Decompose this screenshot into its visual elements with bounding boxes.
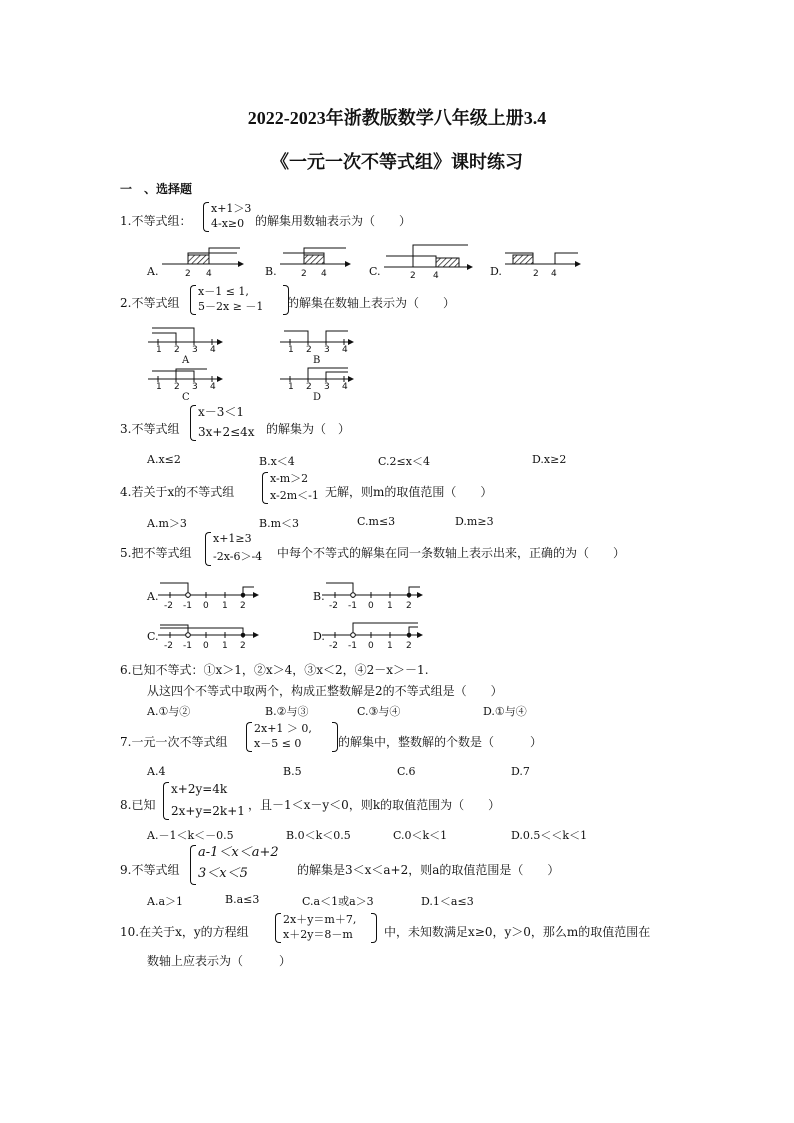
svg-text:0: 0 [368,641,374,648]
q5-option-a-label[interactable]: A. [147,590,159,603]
q5-numberlines [0,578,794,648]
q1b-tick-4: 4 [321,269,327,279]
q5-option-c-label[interactable]: C. [147,630,159,643]
q1-eq1: x+1＞3 [211,202,252,215]
q1c-tick-2: 2 [410,271,416,280]
q6-option-d[interactable]: D.①与④ [483,705,527,718]
q8-option-c[interactable]: C.0＜k＜1 [393,829,448,842]
svg-text:3: 3 [192,345,198,355]
q5-numberline-b [322,583,422,611]
svg-text:2: 2 [406,601,412,611]
q1a-tick-2: 2 [185,269,191,279]
q9-eq2: 3＜x＜5 [198,866,248,881]
q4-system [262,472,332,504]
q1-numberline-d [505,253,580,279]
q2-label-d: D [313,392,322,403]
svg-text:-2: -2 [329,601,338,611]
svg-text:3: 3 [324,345,330,355]
q1-prefix: 1.不等式组： [120,214,192,228]
q3-eq2: 3x+2≤4x [198,425,255,439]
q10-system [275,913,380,943]
q7-option-b[interactable]: B.5 [283,765,302,778]
q1-option-b-label[interactable]: B. [265,265,277,278]
q3-option-b[interactable]: B.x＜4 [259,455,295,468]
q3-option-a[interactable]: A.x≤2 [147,453,181,466]
q1-numberline-c [384,245,472,280]
q8-suffix: ，且－1＜x－y＜0，则k的取值范围为（ ） [248,798,501,812]
svg-text:1: 1 [387,641,393,648]
svg-text:1: 1 [387,601,393,611]
q4-option-b[interactable]: B.m＜3 [259,517,300,530]
q1-numberline-a [162,248,243,279]
page-title-line2: 《一元一次不等式组》课时练习 [271,152,523,172]
q4-option-d[interactable]: D.m≥3 [455,515,494,528]
q2-prefix: 2.不等式组 [120,296,180,310]
q3-system [190,405,270,441]
q1-option-a-label[interactable]: A. [147,265,159,278]
svg-text:2: 2 [240,641,246,648]
q4-option-a[interactable]: A.m＞3 [147,517,187,530]
q9-option-b[interactable]: B.a≤3 [225,893,260,906]
q5-numberline-c [158,625,258,648]
q9-system [190,845,300,885]
q7-option-d[interactable]: D.7 [511,765,530,778]
q7-option-a[interactable]: A.4 [147,765,166,778]
q1-suffix: 的解集用数轴表示为（ ） [255,214,412,228]
q5-numberline-d [322,623,422,648]
q2-label-b: B [313,355,321,366]
q1c-tick-4: 4 [433,271,439,280]
q3-prefix: 3.不等式组 [120,422,180,436]
q6-option-b[interactable]: B.②与③ [265,705,309,718]
q4-option-c[interactable]: C.m≤3 [357,515,396,528]
q6-line2: 从这四个不等式中取两个，构成正整数解是2的不等式组是（ ） [147,684,503,698]
q5-option-d-label[interactable]: D. [313,630,325,643]
svg-text:-2: -2 [164,641,173,648]
svg-text:2: 2 [306,382,312,392]
q2-system [190,285,290,315]
svg-text:2: 2 [240,601,246,611]
q5-numberline-a [158,583,258,611]
q1-numberline-b [280,248,350,279]
q10-eq2: x＋2y＝8－m [283,928,353,941]
q7-system [246,722,341,752]
q1-option-c-label[interactable]: C. [369,265,381,278]
q5-option-b-label[interactable]: B. [313,590,325,603]
q5-prefix: 5.把不等式组 [120,546,192,560]
q1-eq2: 4-x≥0 [211,217,245,230]
svg-text:0: 0 [368,601,374,611]
svg-text:4: 4 [342,345,348,355]
q8-prefix: 8.已知 [120,798,156,812]
svg-text:0: 0 [203,601,209,611]
svg-text:2: 2 [174,382,180,392]
q2-numberline-d [280,368,353,403]
svg-text:-2: -2 [164,601,173,611]
q2-numberline-c [148,369,222,403]
q8-option-d[interactable]: D.0.5＜＜k＜1 [511,829,588,842]
q5-suffix: 中每个不等式的解集在同一条数轴上表示出来，正确的为（ ） [277,546,626,560]
q1-option-d-label[interactable]: D. [490,265,502,278]
svg-text:4: 4 [342,382,348,392]
q4-suffix: 无解，则m的取值范围（ ） [325,485,493,499]
svg-text:-1: -1 [183,601,192,611]
q2-eq2: 5－2x ≥ －1 [198,300,264,313]
q9-eq1: a-1＜x＜a+2 [198,845,279,860]
q5-eq2: -2x-6＞-4 [213,550,263,563]
page-title-line1: 2022-2023年浙教版数学八年级上册3.4 [247,108,547,128]
q7-eq1: 2x+1 ＞ 0, [254,722,312,735]
svg-text:1: 1 [156,345,162,355]
q3-option-c[interactable]: C.2≤x＜4 [378,455,430,468]
q4-eq1: x-m＞2 [270,472,309,485]
svg-text:1: 1 [288,345,294,355]
q2-eq1: x－1 ≤ 1, [198,285,249,298]
q6-option-c[interactable]: C.③与④ [357,705,401,718]
q8-system [163,782,253,820]
svg-text:-1: -1 [348,641,357,648]
q7-prefix: 7.一元一次不等式组 [120,735,228,749]
q3-eq1: x－3＜1 [198,405,245,419]
q10-eq1: 2x＋y＝m＋7, [283,913,357,926]
q2-label-a: A [182,355,190,366]
q10-prefix: 10.在关于x，y的方程组 [120,925,249,939]
q9-option-d[interactable]: D.1＜a≤3 [421,895,474,908]
q1a-tick-4: 4 [206,269,212,279]
svg-text:1: 1 [222,601,228,611]
q8-option-a[interactable]: A.－1＜k＜－0.5 [147,829,234,842]
svg-text:-1: -1 [348,601,357,611]
svg-text:2: 2 [406,641,412,648]
svg-text:4: 4 [210,382,216,392]
q4-eq2: x-2m＜-1 [270,489,319,502]
q6-option-a[interactable]: A.①与② [147,705,191,718]
svg-text:-1: -1 [183,641,192,648]
svg-text:3: 3 [192,382,198,392]
svg-text:4: 4 [210,345,216,355]
q7-eq2: x－5 ≤ 0 [254,737,302,750]
svg-text:0: 0 [203,641,209,648]
q2-suffix: 的解集在数轴上表示为（ ） [287,296,456,310]
q10-line2: 数轴上应表示为（ ） [147,954,292,968]
q2-numberlines [0,322,794,404]
q1-system [203,202,263,232]
q3-suffix: 的解集为（ ） [266,422,351,436]
q1d-tick-4: 4 [551,269,557,279]
q9-suffix: 的解集是3＜x＜a+2，则a的取值范围是（ ） [297,863,560,877]
q6-line1: 6.已知不等式：①x＞1，②x＞4，③x＜2，④2－x＞－1. [120,663,429,677]
q2-label-c: C [182,392,190,403]
svg-text:1: 1 [222,641,228,648]
q5-eq1: x+1≥3 [213,532,252,545]
svg-text:3: 3 [324,382,330,392]
q10-suffix: 中，未知数满足x≥0，y＞0，那么m的取值范围在 [384,925,651,939]
q4-prefix: 4.若关于x的不等式组 [120,485,235,499]
q9-option-c[interactable]: C.a＜1或a＞3 [302,895,374,908]
q1d-tick-2: 2 [533,269,539,279]
svg-text:1: 1 [288,382,294,392]
section-heading: 一 、选择题 [120,182,193,196]
svg-text:2: 2 [174,345,180,355]
svg-text:-2: -2 [329,641,338,648]
q8-eq2: 2x+y=2k+1 [171,804,245,818]
q9-option-a[interactable]: A.a＞1 [147,895,183,908]
q2-numberline-a [148,328,222,366]
q7-option-c[interactable]: C.6 [397,765,416,778]
q3-option-d[interactable]: D.x≥2 [532,453,567,466]
q1-numberlines [0,240,794,280]
q2-numberline-b [280,331,353,366]
q9-prefix: 9.不等式组 [120,863,180,877]
q8-eq1: x+2y=4k [171,782,228,796]
svg-text:2: 2 [306,345,312,355]
q5-system [205,532,285,566]
q7-suffix: 的解集中，整数解的个数是（ ） [338,735,543,749]
q1b-tick-2: 2 [301,269,307,279]
svg-text:1: 1 [156,382,162,392]
q8-option-b[interactable]: B.0＜k＜0.5 [286,829,351,842]
